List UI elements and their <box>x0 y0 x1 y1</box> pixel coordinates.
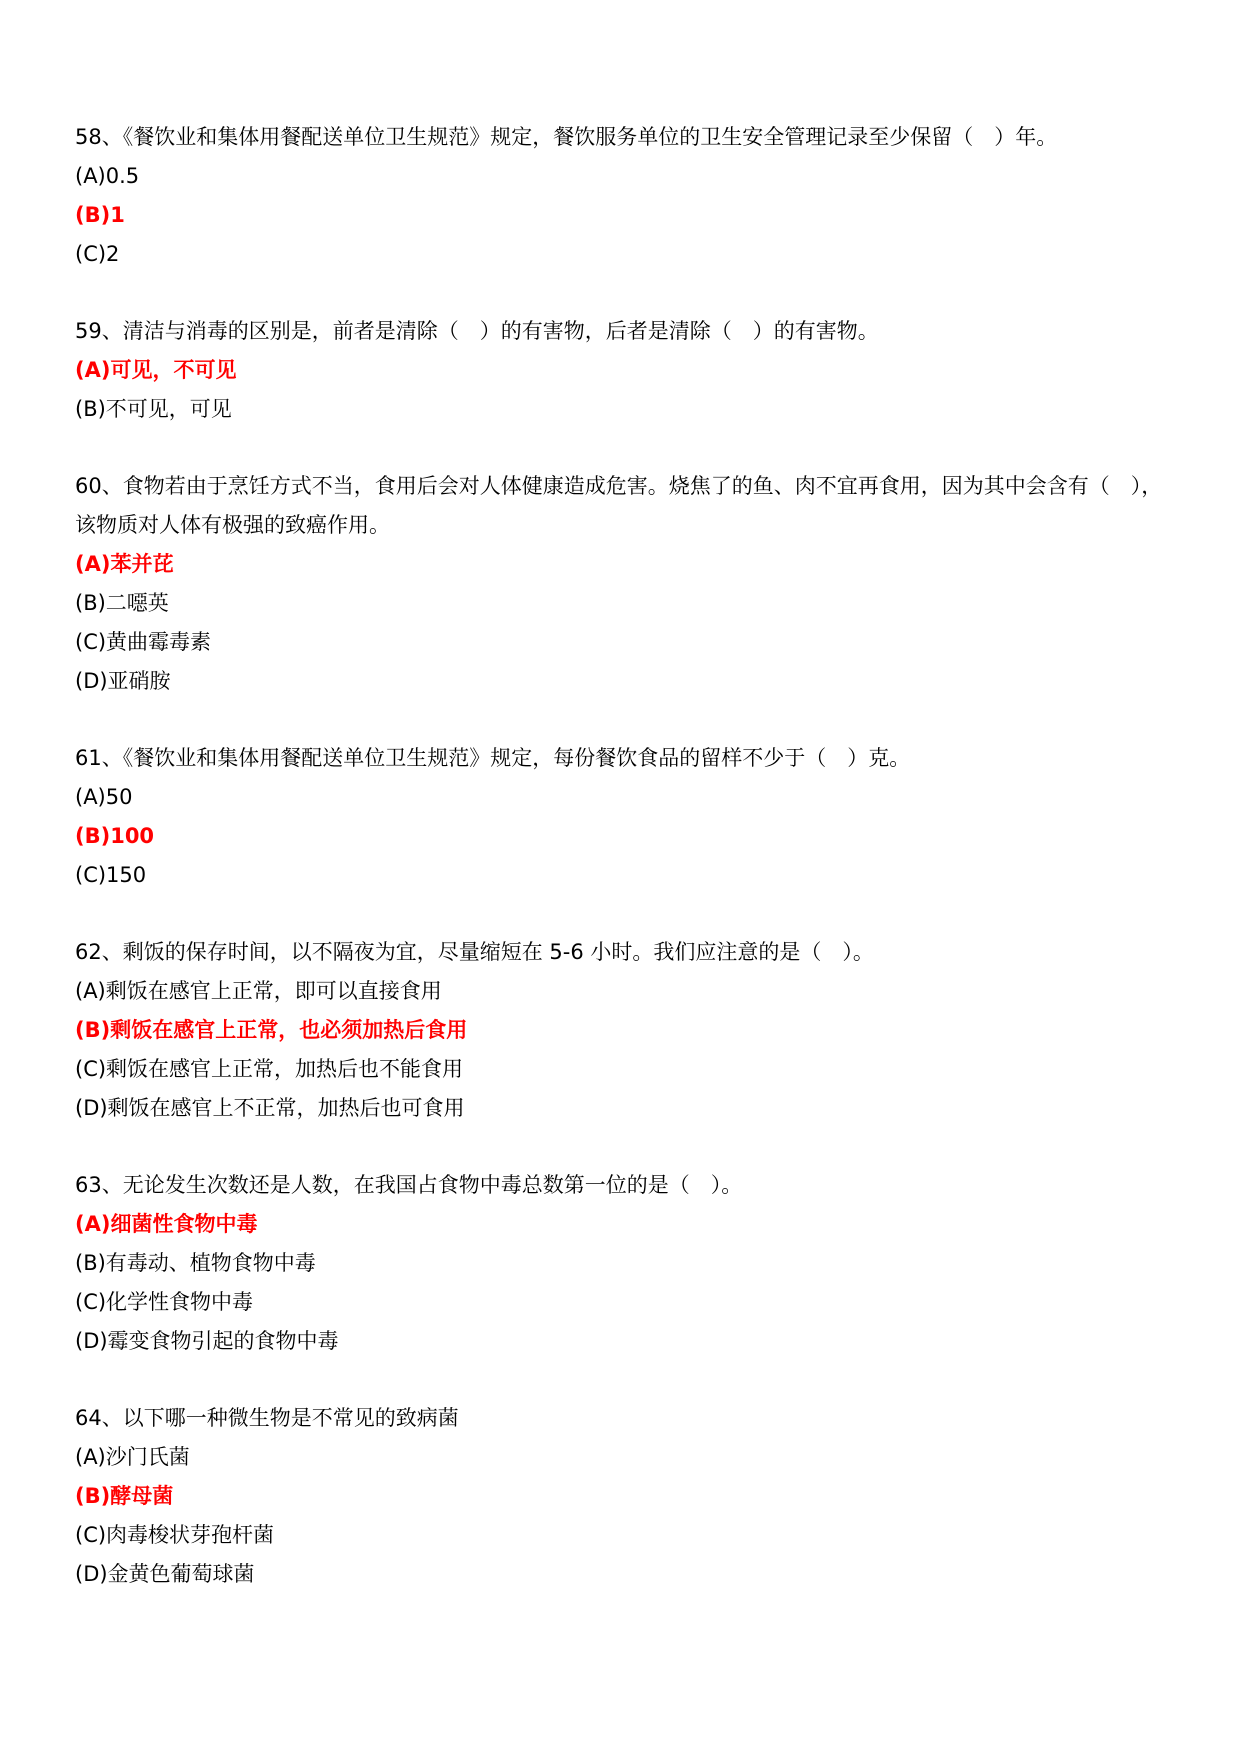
option-d: (D)亚硝胺 <box>75 669 171 693</box>
question-58 <box>75 118 1170 274</box>
option-c: (C)2 <box>75 242 120 266</box>
question-text: 62、剩饭的保存时间，以不隔夜为宜，尽量缩短在 5-6 小时。我们应注意的是（ ）。 <box>75 940 874 964</box>
option-a: (A)0.5 <box>75 164 140 188</box>
question-text: 58、《餐饮业和集体用餐配送单位卫生规范》规定，餐饮服务单位的卫生安全管理记录至少保留（ ）年。 <box>75 125 1058 149</box>
option-b: (B)二噁英 <box>75 591 169 615</box>
question-60 <box>75 467 1170 701</box>
option-c: (C)剩饭在感官上正常，加热后也不能食用 <box>75 1057 464 1081</box>
option-a: (A)50 <box>75 785 133 809</box>
option-c: (C)150 <box>75 863 147 887</box>
option-a: (A)剩饭在感官上正常，即可以直接食用 <box>75 979 442 1003</box>
option-a: (A)沙门氏菌 <box>75 1445 190 1469</box>
question-61 <box>75 739 1170 895</box>
option-d: (D)金黄色葡萄球菌 <box>75 1562 255 1586</box>
question-text: 64、以下哪一种微生物是不常见的致病菌 <box>75 1406 459 1430</box>
option-b-correct: (B)1 <box>75 203 125 227</box>
option-b: (B)不可见，可见 <box>75 397 232 421</box>
question-text: 61、《餐饮业和集体用餐配送单位卫生规范》规定，每份餐饮食品的留样不少于（ ）克。 <box>75 746 911 770</box>
option-a-correct: (A)苯并芘 <box>75 552 174 576</box>
option-b-correct: (B)剩饭在感官上正常，也必须加热后食用 <box>75 1018 468 1042</box>
option-c: (C)肉毒梭状芽孢杆菌 <box>75 1523 275 1547</box>
question-text: 63、无论发生次数还是人数，在我国占食物中毒总数第一位的是（ ）。 <box>75 1173 743 1197</box>
option-c: (C)黄曲霉毒素 <box>75 630 212 654</box>
question-59 <box>75 312 1170 429</box>
question-64 <box>75 1399 1170 1594</box>
option-b-correct: (B)100 <box>75 824 155 848</box>
question-text: 59、清洁与消毒的区别是，前者是清除（ ）的有害物，后者是清除（ ）的有害物。 <box>75 319 879 343</box>
option-b-correct: (B)酵母菌 <box>75 1484 174 1508</box>
question-63 <box>75 1166 1170 1361</box>
option-d: (D)霉变食物引起的食物中毒 <box>75 1329 339 1353</box>
question-text: 60、食物若由于烹饪方式不当，食用后会对人体健康造成危害。烧焦了的鱼、肉不宜再食用，因为其中会含有（ ），该物质对人体有极强的致癌作用。 <box>75 474 1163 537</box>
option-b: (B)有毒动、植物食物中毒 <box>75 1251 316 1275</box>
option-a-correct: (A)可见，不可见 <box>75 358 237 382</box>
question-62 <box>75 933 1170 1128</box>
option-a-correct: (A)细菌性食物中毒 <box>75 1212 258 1236</box>
document-page <box>75 118 1170 1632</box>
option-c: (C)化学性食物中毒 <box>75 1290 254 1314</box>
option-d: (D)剩饭在感官上不正常，加热后也可食用 <box>75 1096 465 1120</box>
